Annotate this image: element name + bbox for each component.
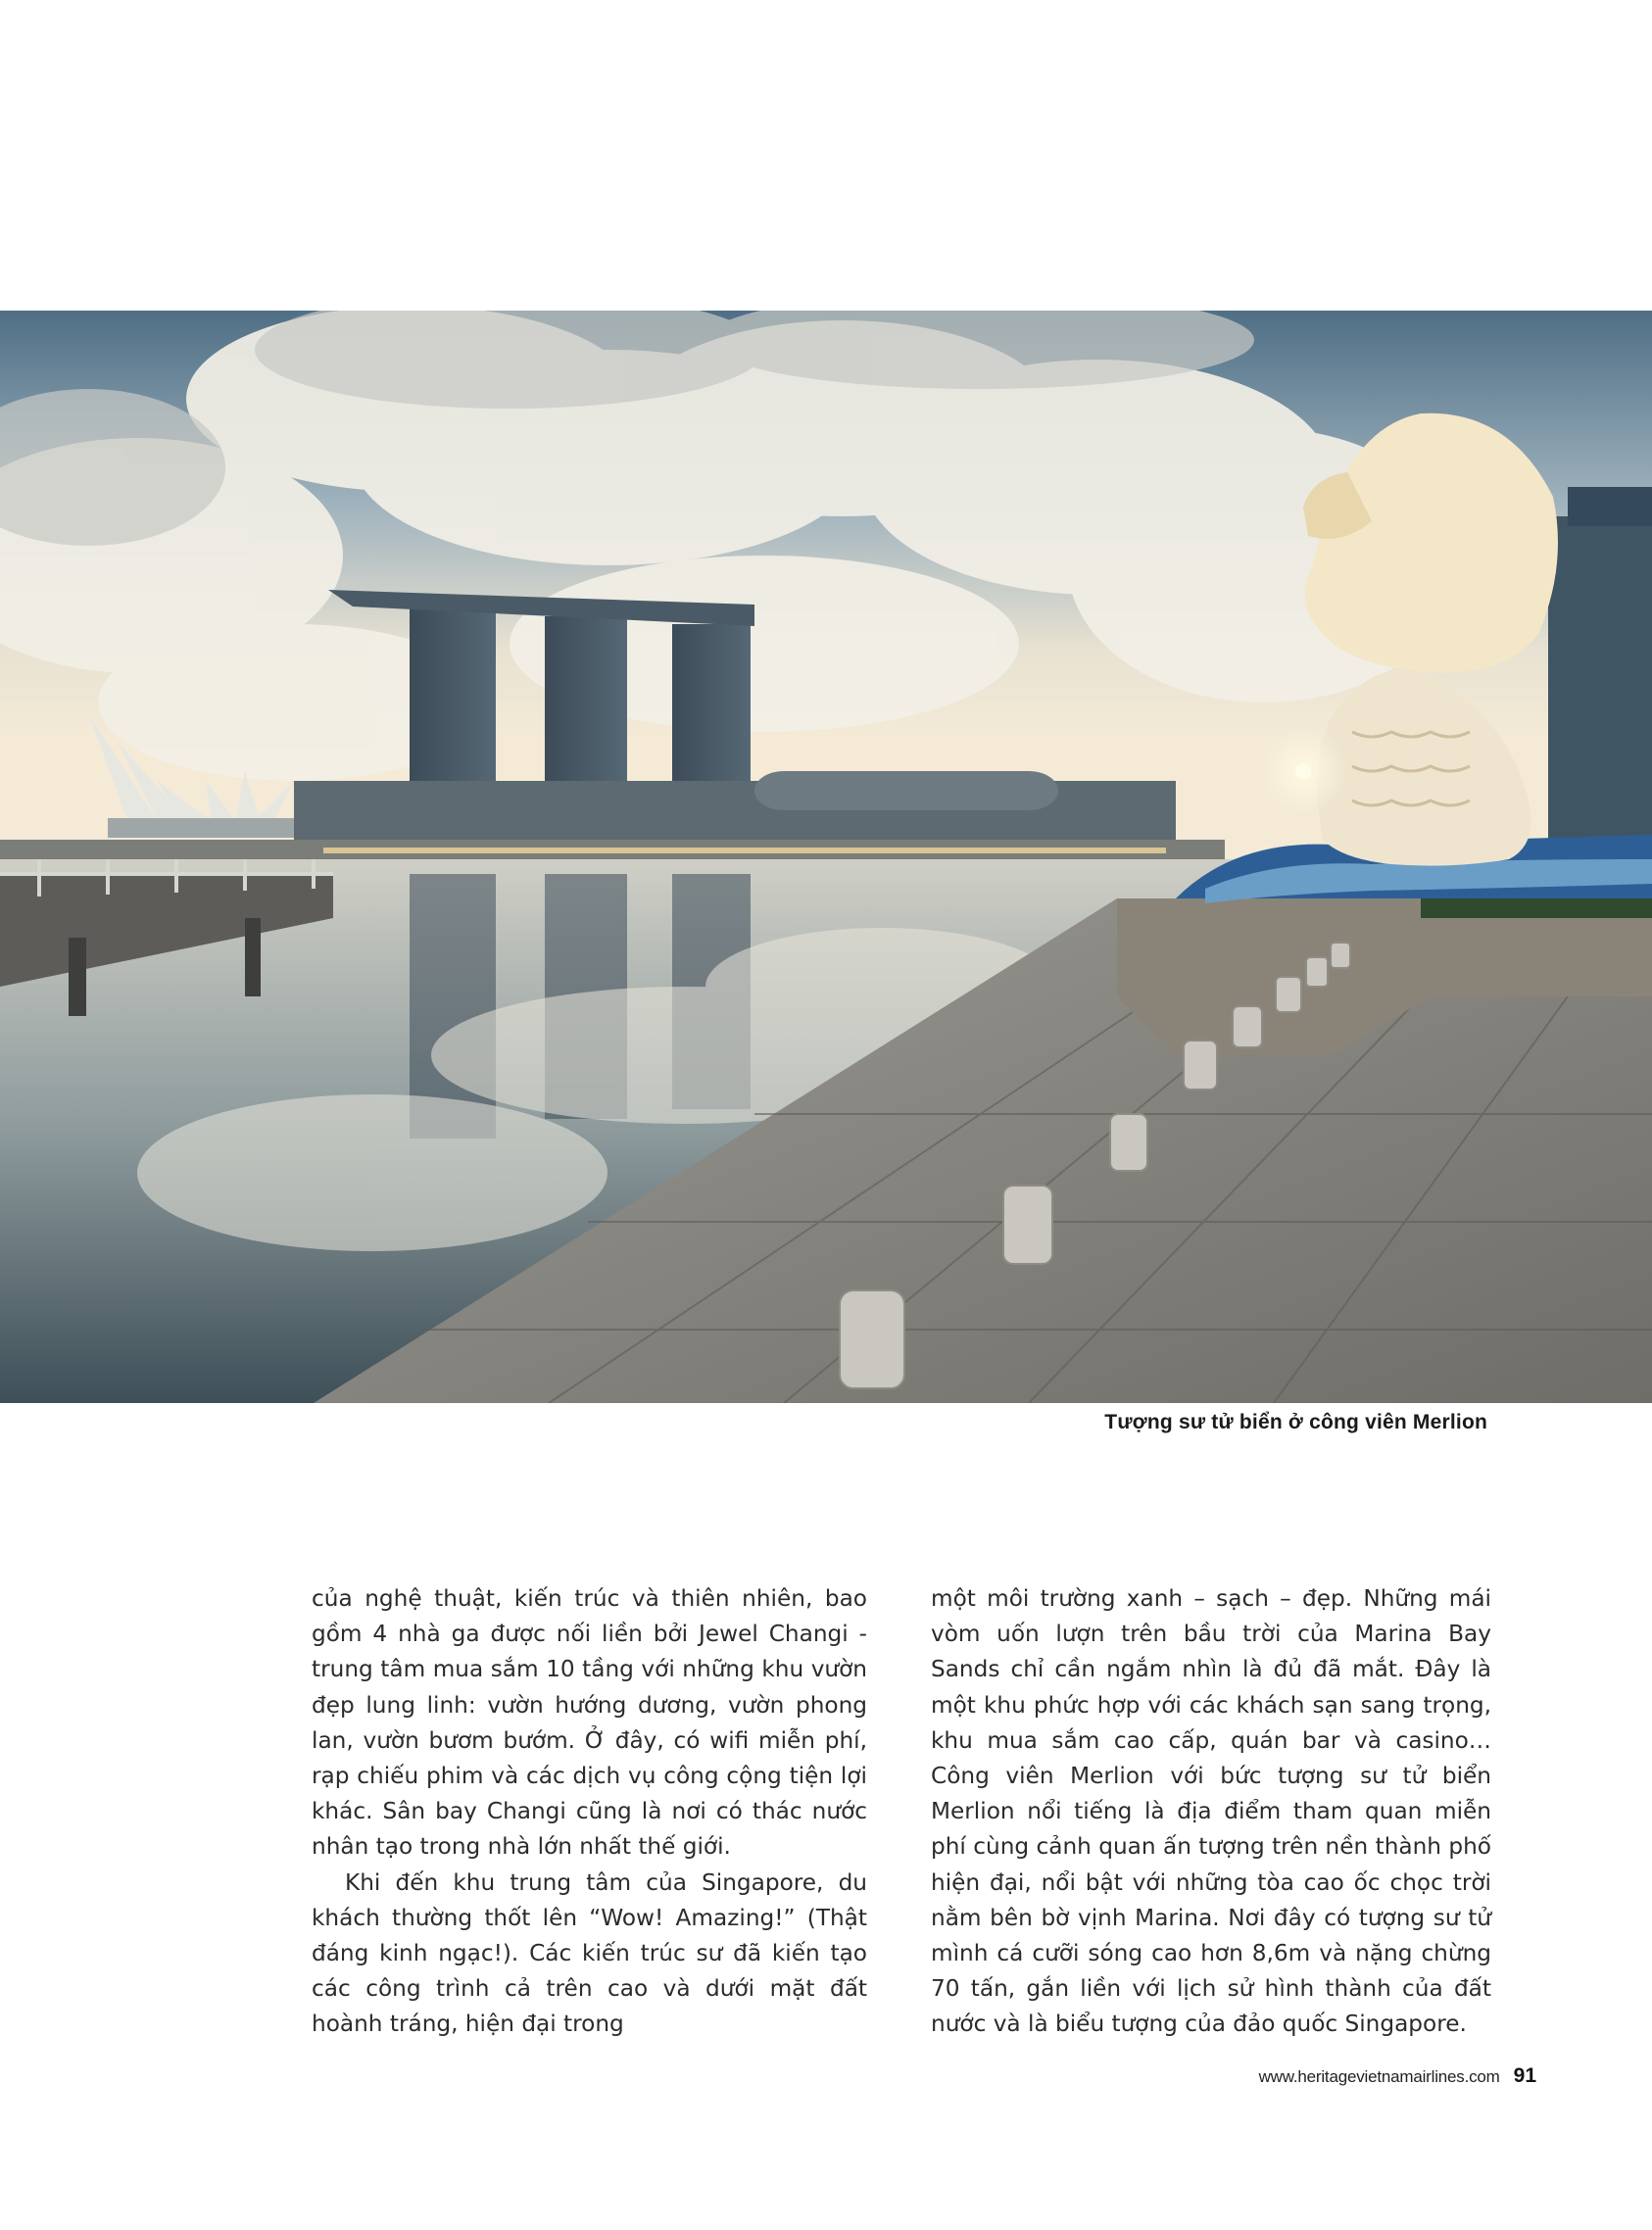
page-footer (1259, 2064, 1536, 2088)
photo-illustration (0, 311, 1652, 1403)
article-right-column (931, 1581, 1491, 2043)
paragraph: Khi đến khu trung tâm của Singapore, du khách thường thốt lên “Wow! Amazing!” (Thật đáng kinh ngạc!). Các kiến trúc sư đã kiến tạo các công trình cả trên cao và dưới mặt đất hoành tráng, hiện đại trong (312, 1868, 867, 2038)
merlion-statue (1303, 413, 1558, 866)
merlion-park-photo (0, 311, 1652, 1403)
website-url: www.heritagevietnamairlines.com (1258, 2067, 1500, 2086)
photo-caption: Tượng sư tử biển ở công viên Merlion (1104, 1411, 1487, 1433)
paragraph: của nghệ thuật, kiến trúc và thiên nhiên, bao gồm 4 nhà ga được nối liền bởi Jewel Changi - trung tâm mua sắm 10 tầng với những khu vườn đẹp lung linh: vườn hướng dương, vườn phong lan, vườn bươm bướm. Ở đây, có wifi miễn phí, rạp chiếu phim và các dịch vụ công cộng tiện lợi khác. Sân bay Changi cũng là nơi có thác nước nhân tạo trong nhà lớn nhất thế giới. (312, 1585, 867, 1861)
page-number: 91 (1513, 2064, 1536, 2087)
paragraph: một môi trường xanh – sạch – đẹp. Những mái vòm uốn lượn trên bầu trời của Marina Bay Sands chỉ cần ngắm nhìn là đủ đã mắt. Đây là một khu phức hợp với các khách sạn sang trọng, khu mua sắm cao cấp, quán bar và casino… Công viên Merlion với bức tượng sư tử biển Merlion nổi tiếng là địa điểm tham quan miễn phí cùng cảnh quan ấn tượng trên nền thành phố hiện đại, nổi bật với những tòa cao ốc chọc trời nằm bên bờ vịnh Marina. Nơi đây có tượng sư tử mình cá cưỡi sóng cao hơn 8,6m và nặng chừng 70 tấn, gắn liền với lịch sử hình thành của đất nước và là biểu tượng của đảo quốc Singapore. (931, 1585, 1491, 2038)
article-left-column (312, 1581, 867, 2043)
